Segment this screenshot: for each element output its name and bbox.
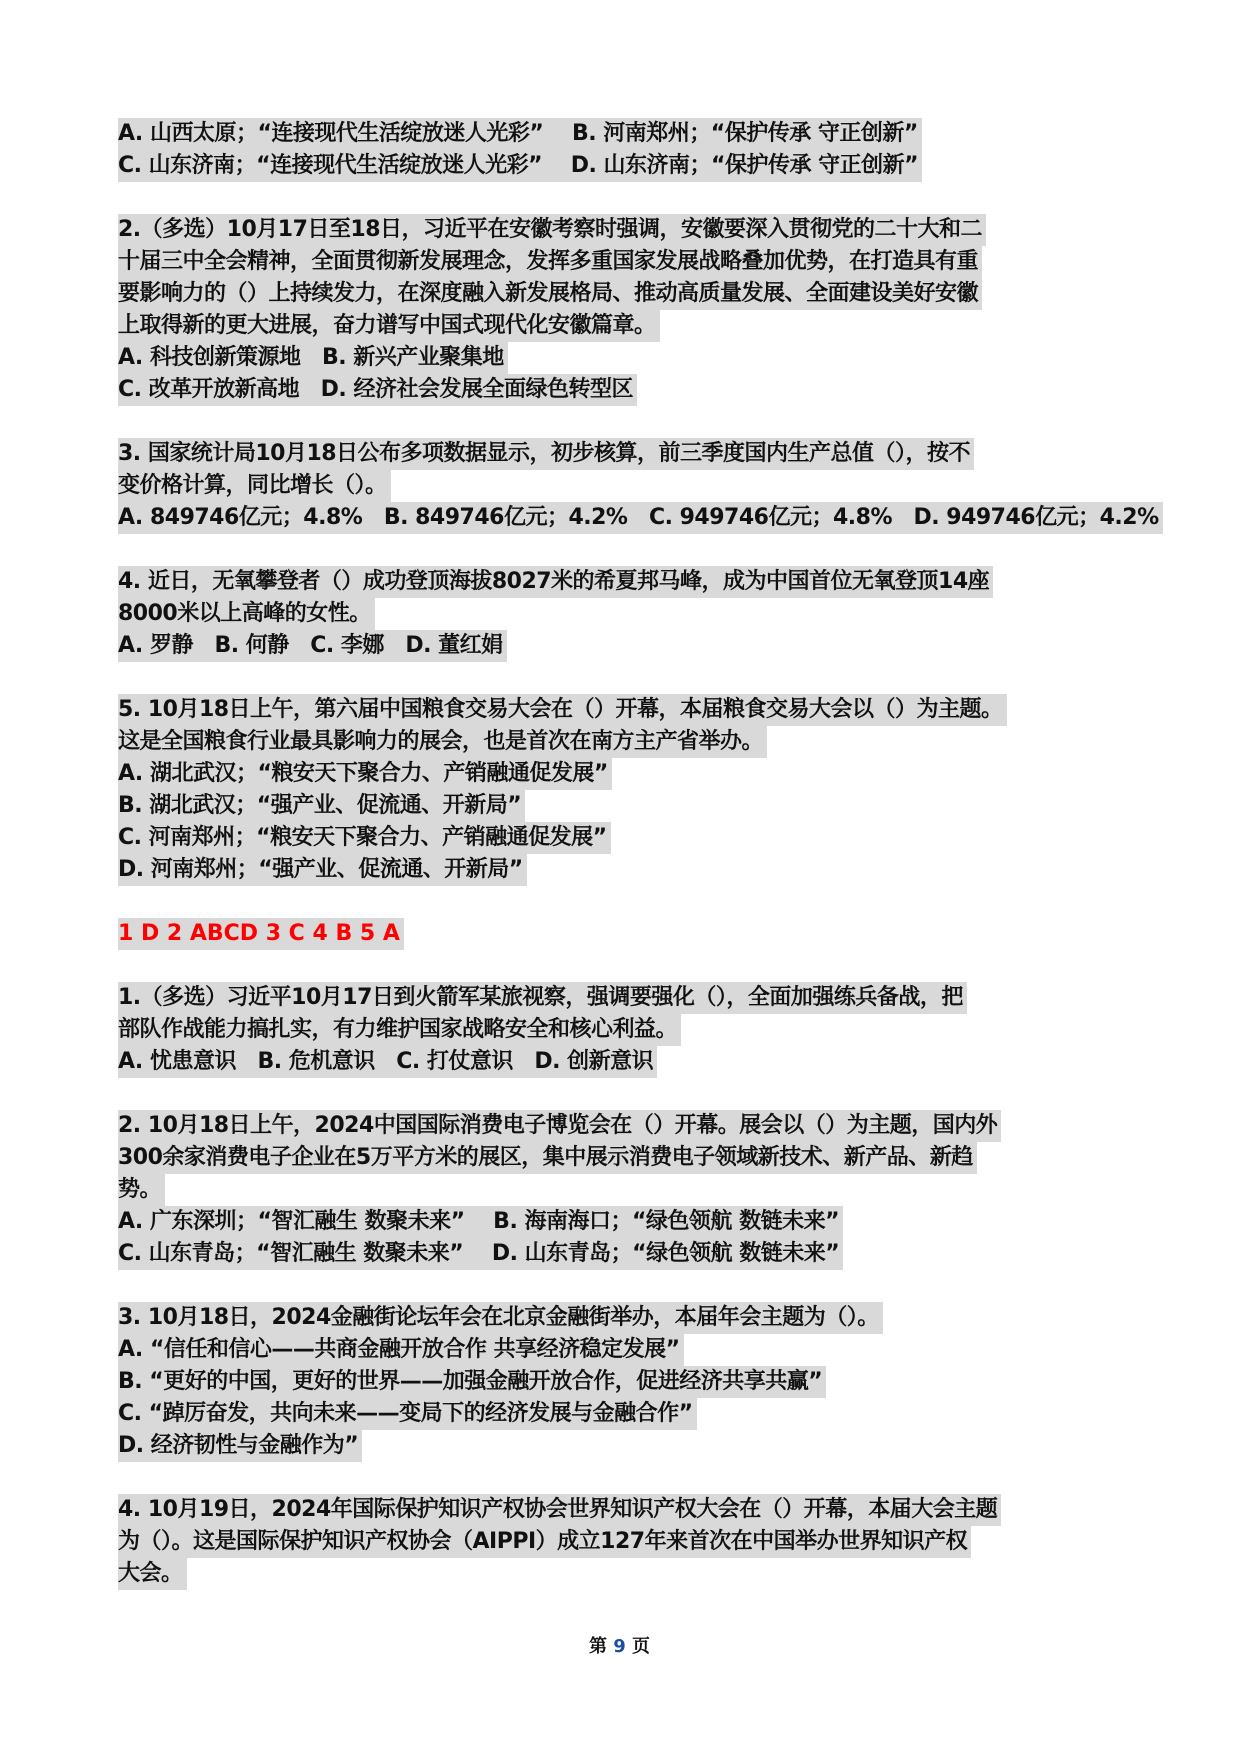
options-row (118, 118, 1128, 150)
question-text: 3. 国家统计局10月18日公布多项数据显示，初步核算，前三季度国内生产总值（），按不 (118, 438, 974, 470)
question-text: 势。 (118, 1174, 165, 1206)
options-row (118, 1206, 1128, 1238)
option-d: D. 山东济南；“保护传承 守正创新” (570, 153, 919, 178)
option-c: C. 山东青岛；“智汇融生 数聚未来” (118, 1241, 464, 1266)
question-text: 这是全国粮食行业最具影响力的展会，也是首次在南方主产省举办。 (118, 726, 767, 758)
question-text: 5. 10月18日上午，第六届中国粮食交易大会在（）开幕，本届粮食交易大会以（）为主题。 (118, 694, 1007, 726)
options-ab: A. 科技创新策源地 B. 新兴产业聚集地 (118, 342, 508, 374)
question-text: 2.（多选）10月17日至18日，习近平在安徽考察时强调，安徽要深入贯彻党的二十大和二 (118, 214, 986, 246)
options-row (118, 1238, 1128, 1270)
option-b: B. 河南郑州；“保护传承 守正创新” (572, 121, 918, 146)
option-c: C. 河南郑州；“粮安天下聚合力、产销融通促发展” (118, 822, 611, 854)
page-suffix: 页 (632, 1636, 651, 1657)
options: A. 罗静 B. 何静 C. 李娜 D. 董红娟 (118, 630, 507, 662)
option-d: D. 河南郑州；“强产业、促流通、开新局” (118, 854, 527, 886)
question-text: 8000米以上高峰的女性。 (118, 598, 375, 630)
document-page (118, 118, 1159, 1622)
page-number: 9 (613, 1636, 626, 1657)
question-text: 上取得新的更大进展，奋力谱写中国式现代化安徽篇章。 (118, 310, 660, 342)
question-3 (118, 1302, 1128, 1462)
question-4 (118, 1494, 1128, 1590)
question-text: 要影响力的（）上持续发力，在深度融入新发展格局、推动高质量发展、全面建设美好安徽 (118, 278, 982, 310)
question-text: 为（）。这是国际保护知识产权协会（AIPPI）成立127年来首次在中国举办世界知识产权 (118, 1526, 971, 1558)
question-text: 变价格计算，同比增长（）。 (118, 470, 391, 502)
question-2 (118, 214, 1128, 406)
option-b: B. 海南海口；“绿色领航 数链未来” (493, 1209, 840, 1234)
options-row (118, 150, 1128, 182)
question-2 (118, 1110, 1128, 1270)
option-d: D. 山东青岛；“绿色领航 数链未来” (491, 1241, 840, 1266)
question-text: 2. 10月18日上午，2024中国国际消费电子博览会在（）开幕。展会以（）为主题，国内外 (118, 1110, 1001, 1142)
question-3 (118, 438, 1159, 534)
answer-key-text: 1 D 2 ABCD 3 C 4 B 5 A (118, 918, 404, 950)
question-text: 4. 近日，无氧攀登者（）成功登顶海拔8027米的希夏邦马峰，成为中国首位无氧登顶14座 (118, 566, 993, 598)
page-prefix: 第 (588, 1636, 607, 1657)
question-text: 1.（多选）习近平10月17日到火箭军某旅视察，强调要强化（），全面加强练兵备战，把 (118, 982, 967, 1014)
option-a: A. 山西太原；“连接现代生活绽放迷人光彩” (118, 121, 544, 146)
question-text: 4. 10月19日，2024年国际保护知识产权协会世界知识产权大会在（）开幕，本届大会主题 (118, 1494, 1001, 1526)
question-text: 3. 10月18日，2024金融街论坛年会在北京金融街举办，本届年会主题为（）。 (118, 1302, 883, 1334)
question-text: 300余家消费电子企业在5万平方米的展区，集中展示消费电子领域新技术、新产品、新趋 (118, 1142, 977, 1174)
option-c: C. 山东济南；“连接现代生活绽放迷人光彩” (118, 153, 543, 178)
option-a: A. “信任和信心——共商金融开放合作 共享经济稳定发展” (118, 1334, 684, 1366)
option-c: C. “踔厉奋发，共向未来——变局下的经济发展与金融合作” (118, 1398, 697, 1430)
options: A. 849746亿元；4.8% B. 849746亿元；4.2% C. 949746亿元；4.8% D. 949746亿元；4.2% (118, 502, 1163, 534)
answer-key (118, 918, 1128, 950)
page-footer (0, 1632, 1239, 1658)
option-a: A. 广东深圳；“智汇融生 数聚未来” (118, 1209, 465, 1234)
option-a: A. 湖北武汉；“粮安天下聚合力、产销融通促发展” (118, 758, 612, 790)
question-1-prev-options (118, 118, 1128, 182)
options: A. 忧患意识 B. 危机意识 C. 打仗意识 D. 创新意识 (118, 1046, 657, 1078)
question-text: 十届三中全会精神，全面贯彻新发展理念，发挥多重国家发展战略叠加优势，在打造具有重 (118, 246, 982, 278)
question-5 (118, 694, 1128, 886)
question-text: 大会。 (118, 1558, 187, 1590)
question-1 (118, 982, 1128, 1078)
question-text: 部队作战能力搞扎实，有力维护国家战略安全和核心利益。 (118, 1014, 681, 1046)
options-cd: C. 改革开放新高地 D. 经济社会发展全面绿色转型区 (118, 374, 637, 406)
option-d: D. 经济韧性与金融作为” (118, 1430, 362, 1462)
option-b: B. “更好的中国，更好的世界——加强金融开放合作，促进经济共享共赢” (118, 1366, 826, 1398)
option-b: B. 湖北武汉；“强产业、促流通、开新局” (118, 790, 525, 822)
question-4 (118, 566, 1128, 662)
